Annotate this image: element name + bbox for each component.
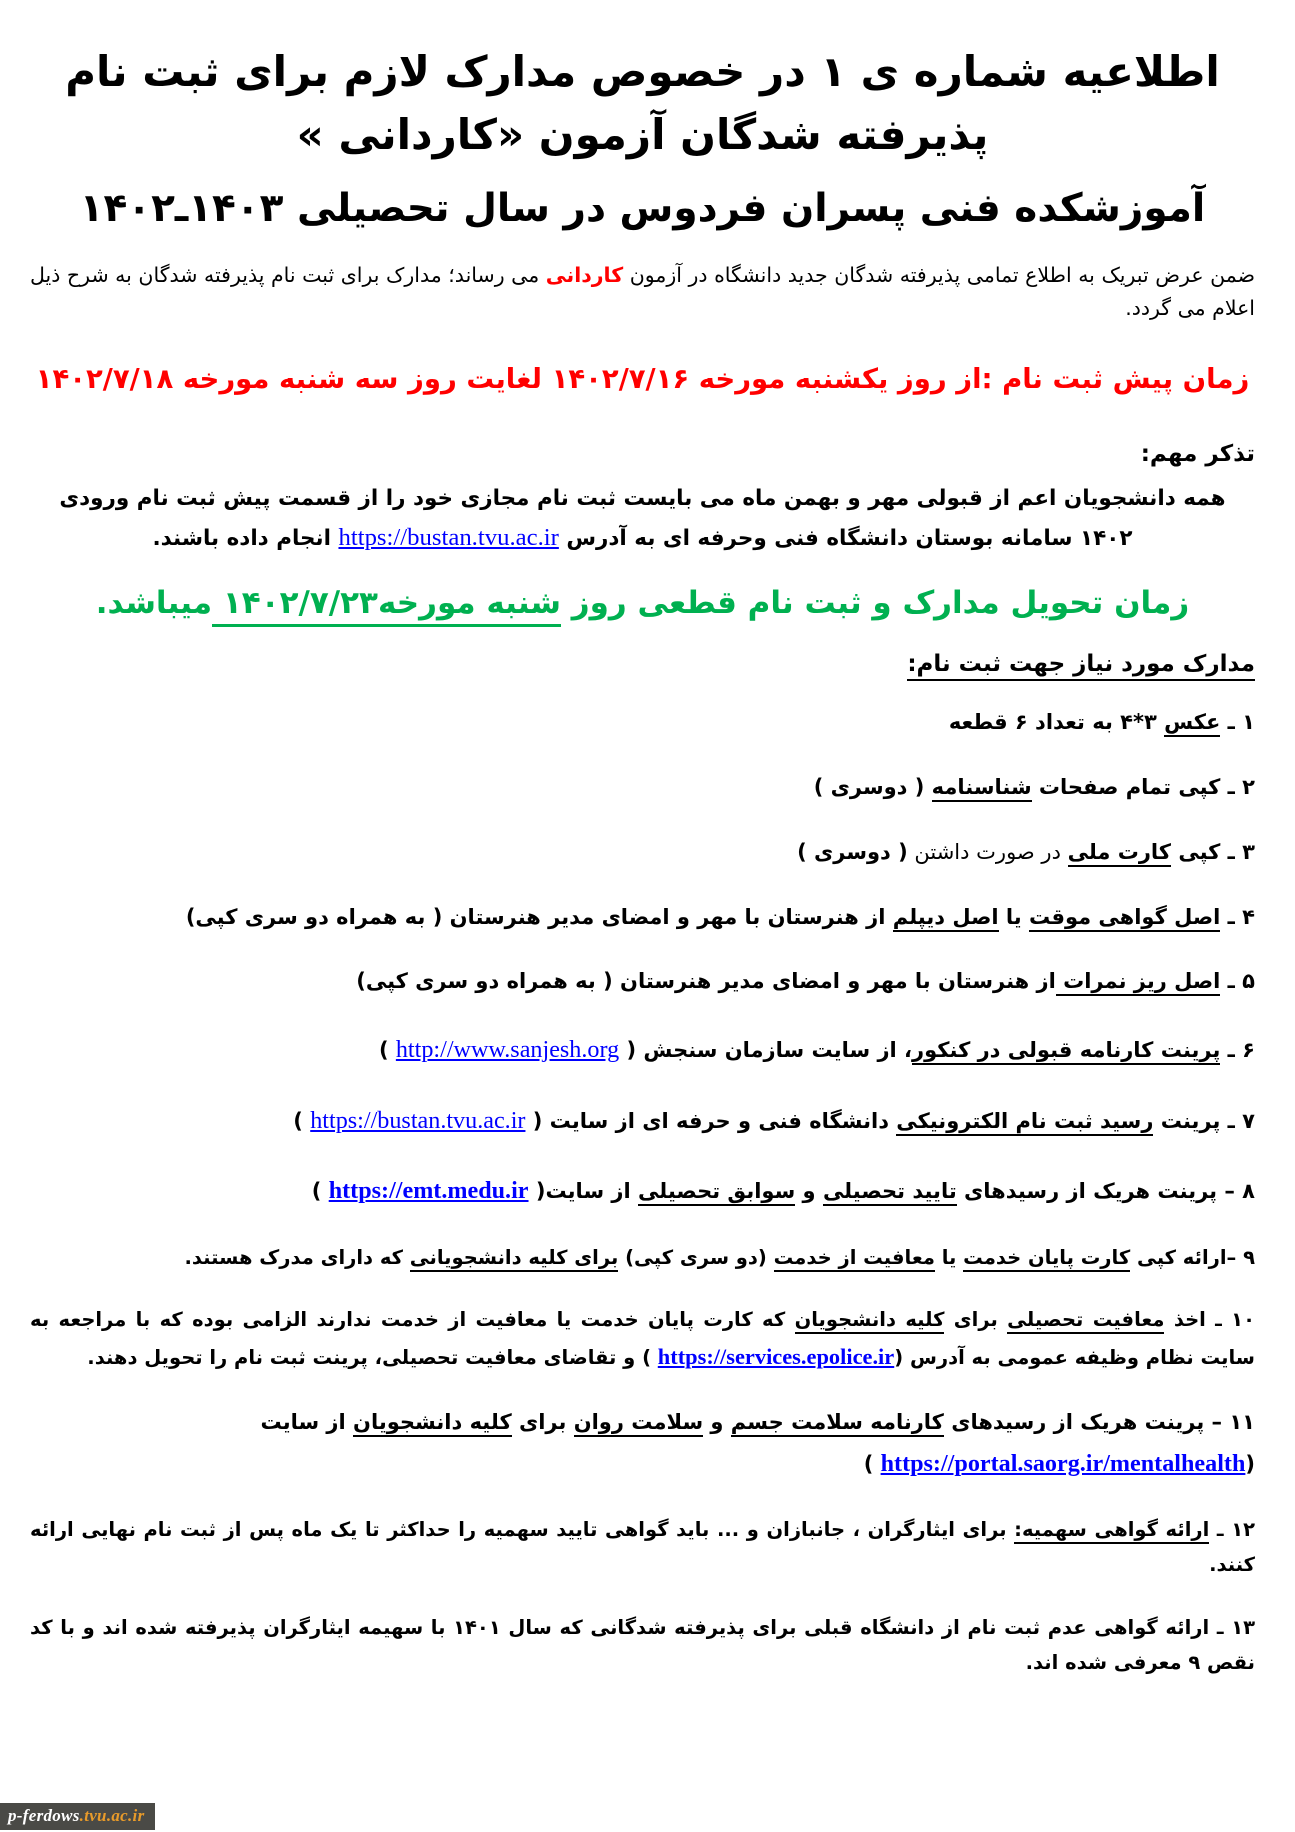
institute-subtitle: آموزشکده فنی پسران فردوس در سال تحصیلی ۱۴۰۳ـ۱۴۰۲ (79, 186, 1206, 231)
important-note-label: تذکر مهم: (1140, 440, 1255, 467)
intro-paragraph (30, 259, 1255, 325)
parenthesis: ( (863, 1451, 881, 1476)
text-segment: برای (511, 1410, 574, 1435)
text-segment: ارائه گواهی سهمیه: (1014, 1518, 1209, 1544)
site-watermark (0, 1803, 155, 1830)
text-segment: و (795, 1179, 823, 1204)
text-segment: که کارت پایان خدمت یا معافیت از خدمت ندارند الزامی بوده که با مراجعه به سایت نظام وظیفه عمومی به آدرس (30, 1307, 1255, 1369)
document-list-item-10 (30, 1302, 1255, 1377)
text-segment: برای (944, 1307, 1008, 1331)
intro-text: ضمن عرض تبریک به اطلاع تمامی پذیرفته شدگان جدید دانشگاه در آزمون (623, 263, 1255, 287)
text-segment: تایید تحصیلی (823, 1179, 957, 1206)
text-segment: که دارای مدرک هستند. (184, 1245, 410, 1269)
text-segment: کارنامه سلامت جسم (731, 1410, 944, 1437)
text-segment: در صورت داشتن (907, 839, 1068, 864)
document-list-item-13 (30, 1610, 1255, 1680)
note-text: همه دانشجویان اعم از قبولی مهر و بهمن ماه می بایست ثبت نام مجازی خود را از قسمت پیش ثبت نام ورودی ۱۴۰۲ سامانه بوستان دانشگاه فنی وحرفه ای به آدرس (59, 485, 1226, 552)
parenthesis: ) (894, 1345, 904, 1369)
text-segment: اصل گواهی موقت (1029, 905, 1220, 932)
url-link[interactable]: https://portal.saorg.ir/mentalhealth (880, 1449, 1246, 1477)
document-content (0, 40, 1295, 1680)
parenthesis: ( (311, 1179, 329, 1204)
text-segment: رسید ثبت نام الکترونیکی (896, 1109, 1153, 1136)
parenthesis: ) (619, 1038, 637, 1063)
text-segment: یا (998, 904, 1029, 929)
documents-heading (30, 651, 1255, 677)
text-segment: ۵ ـ (1220, 969, 1255, 994)
parenthesis: ) (528, 1179, 546, 1204)
green-notice-text: زمان تحویل مدارک و ثبت نام قطعی روز (560, 585, 1190, 622)
text-segment: (دو سری کپی) (618, 1245, 774, 1269)
text-segment: دانشگاه فنی و حرفه ای از سایت (542, 1108, 897, 1133)
document-list-item-9 (30, 1240, 1255, 1275)
text-segment: برای کلیه دانشجویانی (410, 1246, 619, 1272)
text-segment: کلیه دانشجویان (795, 1308, 945, 1334)
text-segment: از هنرستان با مهر و امضای مدیر هنرستان ( به همراه دو سری کپی) (356, 969, 1056, 994)
text-segment: ۶ ـ (1220, 1038, 1255, 1063)
text-segment: ۳ ـ کپی (1171, 839, 1255, 864)
text-segment: ۷ ـ پرینت (1153, 1108, 1255, 1133)
document-list-item-5 (30, 963, 1255, 1001)
parenthesis: ) (525, 1108, 543, 1133)
text-segment: معافیت تحصیلی (1007, 1308, 1164, 1334)
text-segment: شناسنامه (932, 775, 1032, 802)
text-segment: از سایت (545, 1179, 638, 1204)
document-list-item-11 (30, 1404, 1255, 1485)
watermark-prefix: p-ferdows (8, 1806, 80, 1825)
text-segment: ۱۳ ـ ارائه گواهی عدم ثبت نام از دانشگاه قبلی برای پذیرفته شدگانی که سال ۱۴۰۱ با سهیمه ایثارگران پذیرفته شده اند و با کد نقص ۹ معرفی شده اند. (30, 1615, 1255, 1674)
text-segment: کارت پایان خدمت (963, 1246, 1130, 1272)
link-group (379, 1038, 636, 1062)
document-list-item-2 (30, 769, 1255, 807)
document-list-item-12 (30, 1512, 1255, 1582)
document-list-item-8 (30, 1169, 1255, 1212)
text-segment: سوابق تحصیلی (638, 1179, 795, 1206)
important-note-paragraph (30, 481, 1255, 560)
text-segment: ۴ ـ (1220, 904, 1255, 929)
text-segment: کلیه دانشجویان (353, 1410, 512, 1437)
text-segment: و (703, 1410, 731, 1435)
text-segment: ۸ – پرینت هریک از رسیدهای (956, 1179, 1255, 1204)
text-segment: ۱۲ ـ (1209, 1518, 1255, 1542)
document-list-item-3 (30, 834, 1255, 872)
text-segment: یا (934, 1245, 964, 1269)
text-segment: معافیت از خدمت (774, 1246, 935, 1272)
text-segment: پرینت کارنامه قبولی در کنکور (912, 1038, 1220, 1065)
pre-registration-notice: زمان پیش ثبت نام :از روز یکشنبه مورخه ۱۴۰۲/۷/۱۶ لغایت روز سه شنبه مورخه ۱۴۰۲/۷/۱۸ (35, 362, 1250, 395)
green-notice-date: شنبه مورخه۱۴۰۲/۷/۲۳ (212, 585, 561, 627)
url-link[interactable]: https://bustan.tvu.ac.ir (338, 524, 559, 552)
document-list-item-7 (30, 1099, 1255, 1142)
document-list-item-4 (30, 899, 1255, 937)
text-segment: سلامت روان (574, 1410, 703, 1437)
parenthesis: ( (378, 1038, 396, 1063)
title-line-1: اطلاعیه شماره ی ۱ در خصوص مدارک لازم برای ثبت نام (65, 47, 1220, 96)
title-line-2: پذیرفته شدگان آزمون «کاردانی » (296, 110, 989, 159)
document-list-item-1 (30, 704, 1255, 742)
text-segment: و تقاضای معافیت تحصیلی، پرینت ثبت نام را تحویل دهند. (87, 1345, 643, 1369)
document-list-item-6 (30, 1028, 1255, 1071)
note-text: انجام داده باشند. (152, 526, 339, 552)
text-segment: ( دوسری ) (797, 839, 908, 864)
watermark-suffix: .tvu.ac.ir (79, 1806, 145, 1825)
text-segment: ۱ ـ (1220, 710, 1255, 735)
text-segment: از سایت (260, 1410, 354, 1435)
parenthesis: ( (293, 1108, 311, 1133)
intro-text: می رساند؛ مدارک برای ثبت نام پذیرفته شدگان به شرح ذیل اعلام می گردد. (30, 263, 1255, 320)
green-notice-text: میباشد. (95, 585, 213, 622)
text-segment: ۱۰ ـ اخذ (1164, 1307, 1255, 1331)
url-link[interactable]: https://services.epolice.ir (657, 1343, 895, 1369)
documents-list (30, 704, 1255, 1680)
parenthesis: ( (642, 1345, 658, 1369)
link-group (312, 1179, 546, 1203)
text-segment: ۳*۴ به تعداد ۶ قطعه (948, 710, 1165, 735)
text-segment: برای ایثارگران ، جانبازان و ... باید گواهی تایید سهمیه را حداکثر تا یک ماه پس از ثبت نام نهایی ارائه کنند. (30, 1518, 1255, 1577)
text-segment: ۱۱ – پرینت هریک از رسیدهای (943, 1410, 1255, 1435)
url-link[interactable]: https://emt.medu.ir (328, 1177, 529, 1205)
parenthesis: ) (1245, 1451, 1255, 1476)
text-segment: ۹ –ارائه کپی (1130, 1245, 1255, 1269)
link-group (293, 1106, 543, 1134)
url-link[interactable]: http://www.sanjesh.org (395, 1036, 620, 1064)
text-segment: از هنرستان با مهر و امضای مدیر هنرستان ( به همراه دو سری کپی) (185, 904, 893, 929)
url-link[interactable]: https://bustan.tvu.ac.ir (310, 1106, 526, 1134)
text-segment: کارت ملی (1068, 840, 1171, 867)
text-segment: اصل دیپلم (893, 905, 999, 932)
text-segment: ، از سایت سازمان سنجش (636, 1038, 913, 1063)
documents-heading-text: مدارک مورد نیاز جهت ثبت نام: (907, 651, 1255, 681)
page-title (30, 40, 1255, 166)
text-segment: اصل ریز نمرات (1056, 969, 1221, 996)
text-segment: عکس (1164, 710, 1220, 737)
link-group (338, 526, 558, 551)
kardani-highlight: کاردانی (545, 263, 624, 287)
text-segment: ۲ ـ کپی تمام صفحات (1031, 774, 1255, 799)
link-group (642, 1343, 904, 1369)
final-registration-notice (30, 585, 1255, 621)
link-group (863, 1449, 1255, 1477)
text-segment: ( دوسری ) (813, 774, 932, 799)
